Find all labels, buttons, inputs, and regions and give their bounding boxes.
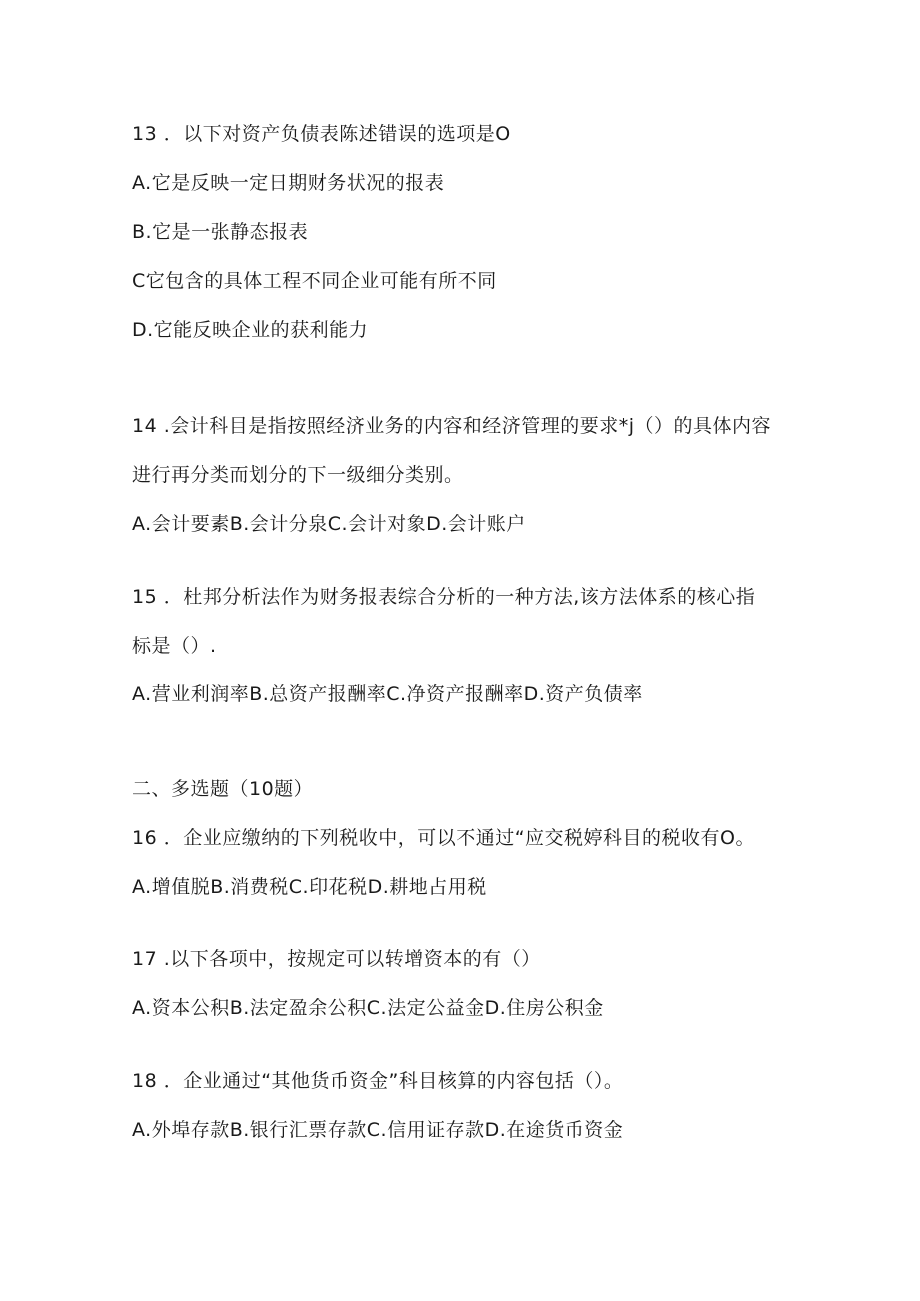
q15-stem-line1: 15 ．杜邦分析法作为财务报表综合分析的一种方法,该方法体系的核心指 (132, 586, 756, 608)
q13-option-b: B.它是一张静态报表 (132, 221, 309, 243)
q18-stem: 18 ．企业通过“其他货币资金”科目核算的内容包括（）。 (132, 1070, 624, 1092)
q14-stem-line2: 进行再分类而划分的下一级细分类别。 (132, 464, 464, 486)
q13-stem: 13 ．以下对资产负债表陈述错误的选项是O (132, 123, 511, 145)
q14-stem-line1: 14 .会计科目是指按照经济业务的内容和经济管理的要求*j（）的具体内容 (132, 415, 772, 437)
q13-option-d: D.它能反映企业的获利能力 (132, 319, 369, 341)
q18-options: A.外埠存款B.银行汇票存款C.信用证存款D.在途货币资金 (132, 1119, 624, 1141)
q17-stem: 17 .以下各项中，按规定可以转增资本的有（） (132, 948, 541, 970)
q15-options: A.营业利润率B.总资产报酬率C.净资产报酬率D.资产负债率 (132, 683, 643, 705)
q15-stem-line2: 标是（）. (132, 635, 217, 657)
q14-options: A.会计要素B.会计分泉C.会计对象D.会计账户 (132, 513, 526, 535)
q16-stem: 16 ．企业应缴纳的下列税收中，可以不通过“应交税婷科目的税收有O。 (132, 827, 756, 849)
q16-options: A.增值脱B.消费税C.印花税D.耕地占用税 (132, 876, 487, 898)
section-heading: 二、多选题（10题） (132, 778, 314, 800)
q13-option-a: A.它是反映一定日期财务状况的报表 (132, 172, 445, 194)
q13-option-c: C它包含的具体工程不同企业可能有所不同 (132, 270, 497, 292)
q17-options: A.资本公积B.法定盈余公积C.法定公益金D.住房公积金 (132, 997, 604, 1019)
